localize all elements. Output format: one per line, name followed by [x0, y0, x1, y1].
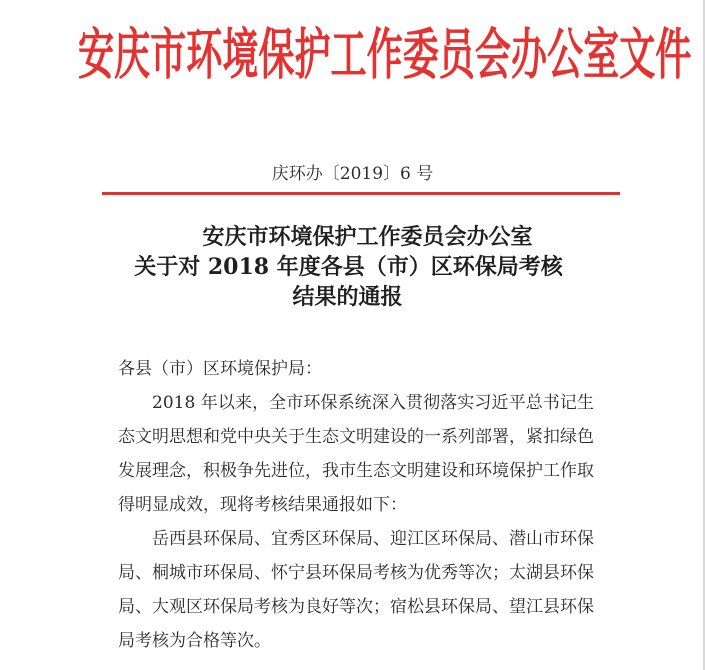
document-body	[118, 352, 594, 658]
document-number: 庆环办〔2019〕6 号	[271, 164, 434, 184]
document-header-title: 安庆市环境保护工作委员会办公室文件	[78, 23, 692, 88]
notice-title-line-3: 结果的通报	[292, 284, 403, 310]
notice-title-line-1: 安庆市环境保护工作委员会办公室	[202, 224, 533, 250]
notice-title-line-2: 关于对 2018 年度各县（市）区环保局考核	[134, 254, 563, 280]
salutation: 各县（市）区环境保护局：	[118, 359, 322, 379]
body-paragraph-1: 2018 年以来，全市环保系统深入贯彻落实习近平总书记生态文明思想和党中央关于生态文明建设的一系列部署，紧扣绿色发展理念，积极争先进位，我市生态文明建设和环境保护工作取得明显成效，现将考核结果通报如下：	[118, 393, 594, 515]
notice-title	[0, 222, 705, 312]
body-paragraph-2: 岳西县环保局、宜秀区环保局、迎江区环保局、潜山市环保局、桐城市环保局、怀宁县环保局考核为优秀等次；太湖县环保局、大观区环保局考核为良好等次；宿松县环保局、望江县环保局考核为合格等次。	[118, 529, 594, 651]
red-separator-line	[102, 192, 620, 195]
